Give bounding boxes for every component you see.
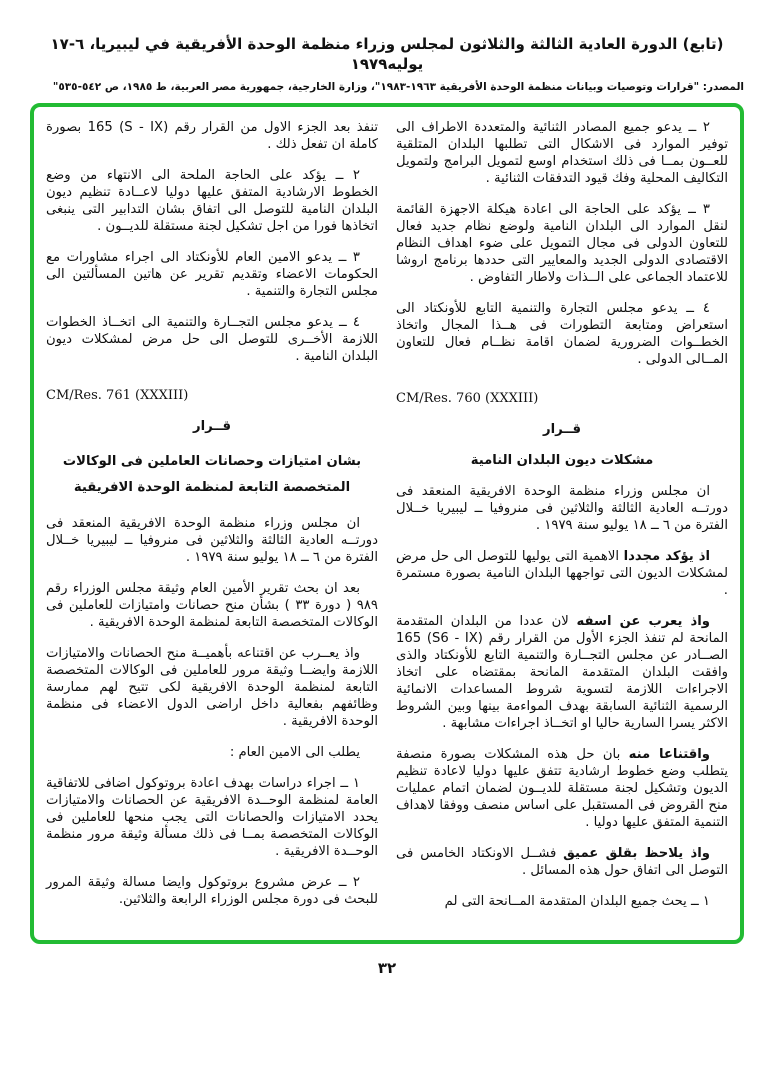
preamble-regret bbox=[396, 613, 728, 732]
preamble-convinced bbox=[396, 746, 728, 831]
source-citation: المصدر: "قرارات وتوصيات وبيانات منظمة الوحدة الأفريقية ١٩٦٣-١٩٨٣"، وزارة الخارجية، جمهورية مصر العربية، ط ١٩٨٥، ص ٥٤٢-٥٣٥" bbox=[52, 81, 744, 93]
resolution-title: مشكلات ديون البلدان النامية bbox=[470, 453, 654, 468]
paragraph-3: ٣ ــ يؤكد على الحاجة الى اعادة هيكلة الاجهزة القائمة لنقل الموارد الى البلدان النامية ولوضع نظام جديد فعال للتعاون الدولى فى مجال التمويل على ضوء اهداف النظام الاقتصادى الدولى الجديد والمعايير التى حددها برنامج اروشا للاعتماد الجماعى على الــذات ولاطار التفاوض . bbox=[396, 202, 728, 285]
preamble-report: بعد ان بحث تقرير الأمين العام وثيقة مجلس الوزراء رقم ٩٨٩ ( دورة ٣٣ ) بشأن منح حصانات وامتيازات للعاملين فى الوكالات المتخصصة التابعة لمنظمة الوحدة الافريقية . bbox=[46, 581, 378, 630]
body-text: الاهمية التى يوليها للتوصل الى حل مرض لمشكلات الديون التى تواجهها البلدان النامية بصورة مستمرة . bbox=[396, 549, 728, 598]
right-column bbox=[396, 119, 728, 924]
operative-item-2: ٢ ــ عرض مشروع بروتوكول وايضا مسالة وثيقة المرور للبحث فى دورة مجلس الوزراء الرابعة والثلاثين. bbox=[46, 875, 378, 907]
operative-item-1: ١ ــ اجراء دراسات بهدف اعادة بروتوكول اضافى للاتفاقية العامة لمنظمة الوحــدة الافريقية عن الحصانات والامتيازات يحدد الامتيازات والحصانات التى يجب منحها للعاملين فى الوكالات المتخصصة بمــا فى ذلك مسألة وثيقة مرور منظمة الوحــدة الافريقية . bbox=[46, 776, 378, 859]
paragraph-4: ٤ ــ يدعو مجلس التجارة والتنمية التابع للأونكتاد الى استعراض ومتابعة التطورات فى هــذا المجال واتخاذ الخطــوات الضرورية لضمان اقامة نظــام فعال للتعاون المــالى الدولى . bbox=[396, 301, 728, 367]
content-frame bbox=[30, 103, 744, 944]
lead-text: واذ يلاحظ بقلق عميق bbox=[563, 846, 710, 861]
body-text: فشــل الاونكتاد الخامس فى التوصل الى اتفاق حول هذه المسائل . bbox=[396, 846, 728, 878]
operative-item-1: ١ ــ يحث جميع البلدان المتقدمة المــانحة التى لم bbox=[444, 894, 710, 909]
lead-text: واقتناعا منه bbox=[628, 747, 710, 762]
body-text: بان حل هذه المشكلات بصورة منصفة يتطلب وضع خطوط ارشادية تتفق عليها دوليا لاعادة تنظيم الديون وتشكيل لجنة مستقلة للديــون لضمان اتمام عمليات منح القروض فى المستقبل على اساس منصف ووفقا لاهداف التنمية المتفق عليها دوليا . bbox=[396, 747, 728, 830]
preamble-conviction: واذ يعــرب عن اقتناعه بأهميــة منح الحصانات والامتيازات اللازمة وايضــا وثيقة مرور للعاملين فى الوكالات المتخصصة التابعة لمنظمة الوحدة الافريقية لكى تتيح لهم ممارسة وظائفهم بفعالية داخل اراضى الدول الاعضاء فى منظمة الوحدة الافريقية . bbox=[46, 646, 378, 729]
paragraph-2: ٢ ــ يدعو جميع المصادر الثنائية والمتعددة الاطراف الى توفير الموارد فى الاشكال التى تطلبها البلدان المتلقية للعــون بمــا فى ذلك استخدام اوسع لتمويل البرامج ولتمويل التكاليف المحلية وفك قيود التدفقات الثنائية . bbox=[396, 120, 728, 186]
resolution-reference: CM/Res. 760 (XXXIII) bbox=[396, 391, 539, 406]
decision-heading: قــرار bbox=[193, 419, 231, 434]
paragraph-2: ٢ ــ يؤكد على الحاجة الملحة الى الانتهاء من وضع الخطوط الارشادية المتفق عليها دوليا لاعــادة تنظيم ديون البلدان النامية للتوصل الى اتفاق بشان التدابير التى ينبغى اتخاذها فورا من اجل تشكيل لجنة مستقلة للديــون . bbox=[46, 168, 378, 234]
decision-heading: قــرار bbox=[543, 422, 581, 437]
resolution-reference: CM/Res. 761 (XXXIII) bbox=[46, 388, 189, 403]
left-column bbox=[46, 119, 378, 922]
resolution-title: بشان امتيازات وحصانات العاملين فى الوكالات المتخصصة التابعة لمنظمة الوحدة الافريقية bbox=[62, 454, 362, 495]
preamble-intro: ان مجلس وزراء منظمة الوحدة الافريقية المنعقد فى دورتــه العادية الثالثة والثلاثين فى منروفيا ــ ليبيريا خــلال الفترة من ٦ ــ ١٨ يوليو سنة ١٩٧٩ . bbox=[396, 484, 728, 533]
preamble-intro: ان مجلس وزراء منظمة الوحدة الافريقية المنعقد فى دورتــه العادية الثالثة والثلاثين فى منروفيا ــ ليبيريا خــلال الفترة من ٦ ــ ١٨ يوليو سنة ١٩٧٩ . bbox=[46, 516, 378, 565]
preamble-concern bbox=[396, 845, 728, 879]
paragraph-4: ٤ ــ يدعو مجلس التجــارة والتنمية الى اتخــاذ الخطوات اللازمة الأخــرى للتوصل الى حل مرض لمشكلات ديون البلدان النامية . bbox=[46, 315, 378, 364]
body-text: لان عددا من البلدان المتقدمة المانحة لم تنفذ الجزء الأول من القرار رقم (S6 - IX) 165 الصــادر عن مجلس التجــارة والتنمية التابع للأونكتاد والذى وافقت البلدان المتقدمة المانحة بمقتضاه على اتخاذ الاجراءات اللازمة لتسوية شروط المساعدات الانمائية الرسمية الثنائية السابقة بهدف المواءمة بينها وبين الشروط الاكثر يسرا السارية حاليا او اتخــاذ اجراءات مشابهة . bbox=[396, 614, 728, 731]
page-number: ٣٢ bbox=[377, 959, 397, 977]
paragraph-3: ٣ ــ يدعو الامين العام للأونكتاد الى اجراء مشاورات مع الحكومات الاعضاء وتقديم تقرير عن هاتين المسألتين الى مجلس التجارة والتنمية . bbox=[46, 250, 378, 299]
preamble-reaffirm bbox=[396, 548, 728, 599]
request-heading: يطلب الى الامين العام : bbox=[229, 745, 360, 760]
lead-text: واذ يعرب عن اسفه bbox=[576, 614, 710, 629]
lead-text: اذ يؤكد مجددا bbox=[623, 549, 710, 564]
page-header-title: (تابع) الدورة العادية الثالثة والثلاثون لمجلس وزراء منظمة الوحدة الأفريقية في ليبيريا، ٦-١٧ يوليه١٩٧٩ bbox=[50, 35, 724, 73]
continued-text: تنفذ بعد الجزء الاول من القرار رقم (S - IX) 165 بصورة كاملة ان تفعل ذلك . bbox=[46, 120, 379, 152]
